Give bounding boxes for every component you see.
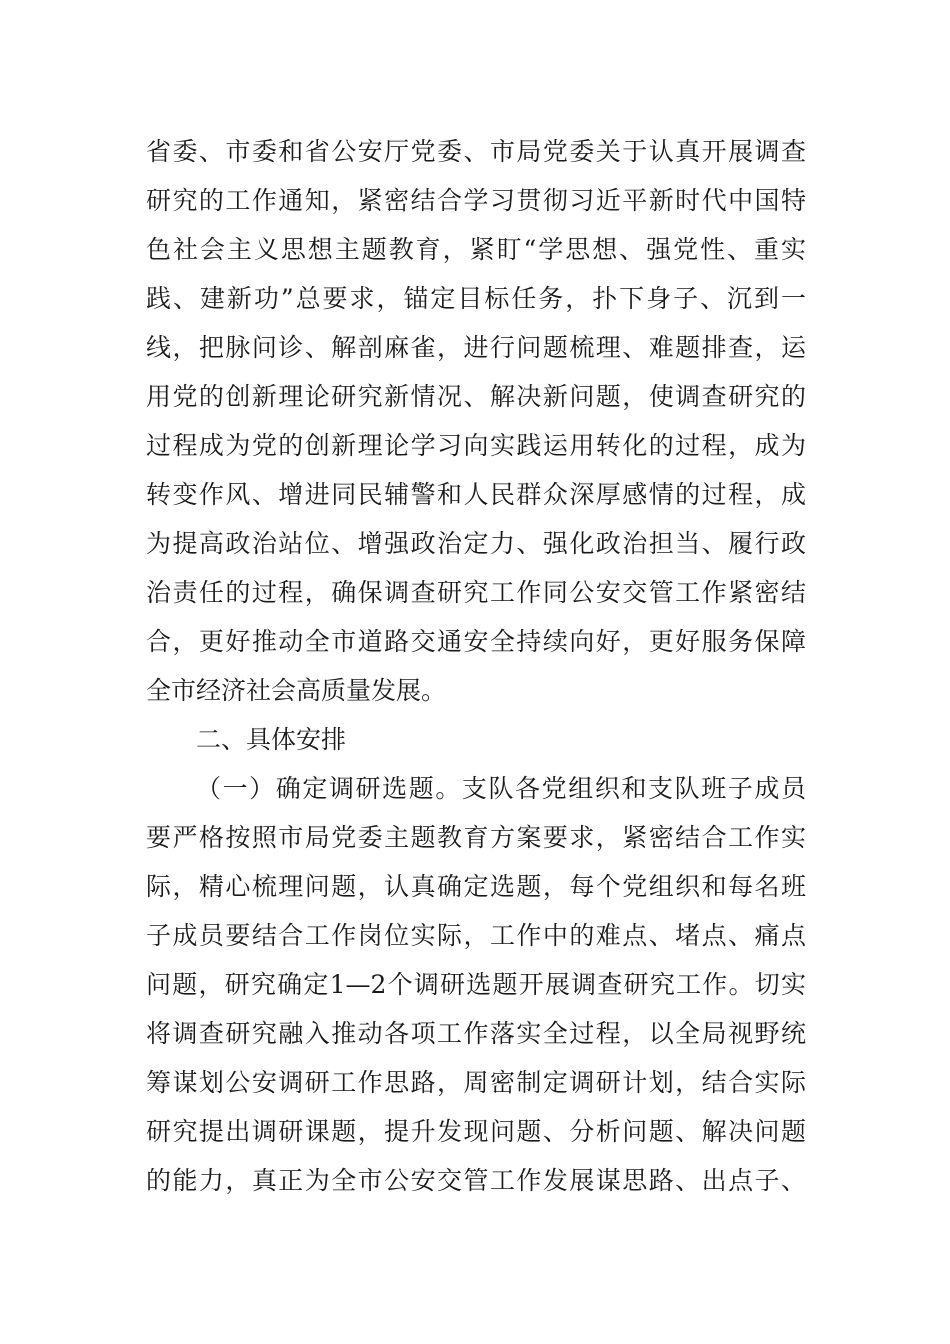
paragraph-line: 要严格按照市局党委主题教育方案要求，紧密结合工作实: [146, 823, 806, 852]
paragraph-line: 转变作风、增进同民辅警和人民群众深厚感情的过程，成: [146, 480, 806, 509]
paragraph-line: 践、建新功”总要求，锚定目标任务，扑下身子、沉到一: [146, 284, 806, 313]
paragraph-line: 省委、市委和省公安厅党委、市局党委关于认真开展调查: [146, 137, 806, 166]
paragraph-line: （一）确定调研选题。支队各党组织和支队班子成员: [196, 774, 806, 803]
paragraph-line: 将调查研究融入推动各项工作落实全过程，以全局视野统: [146, 1019, 806, 1048]
paragraph-line: 的能力，真正为全市公安交管工作发展谋思路、出点子、: [146, 1166, 806, 1195]
paragraph-line: 全市经济社会高质量发展。: [146, 676, 447, 705]
paragraph-line: 线，把脉问诊、解剖麻雀，进行问题梳理、难题排查，运: [146, 333, 806, 362]
paragraph-line: 治责任的过程，确保调查研究工作同公安交管工作紧密结: [146, 578, 806, 607]
paragraph-line: 用党的创新理论研究新情况、解决新问题，使调查研究的: [146, 382, 806, 411]
paragraph-line: 为提高政治站位、增强政治定力、强化政治担当、履行政: [146, 529, 806, 558]
paragraph-line: 过程成为党的创新理论学习向实践运用转化的过程，成为: [146, 431, 806, 460]
paragraph-line: 问题，研究确定1—2个调研选题开展调查研究工作。切实: [146, 970, 806, 999]
paragraph-line: 色社会主义思想主题教育，紧盯“学思想、强党性、重实: [146, 235, 806, 264]
paragraph-line: 际，精心梳理问题，认真确定选题，每个党组织和每名班: [146, 872, 806, 901]
paragraph-line: 筹谋划公安调研工作思路，周密制定调研计划，结合实际: [146, 1068, 806, 1097]
paragraph-line: 子成员要结合工作岗位实际，工作中的难点、堵点、痛点: [146, 921, 806, 950]
paragraph-line: 研究的工作通知，紧密结合学习贯彻习近平新时代中国特: [146, 186, 806, 215]
paragraph-line: 合，更好推动全市道路交通安全持续向好，更好服务保障: [146, 627, 806, 656]
paragraph-line: 研究提出调研课题，提升发现问题、分析问题、解决问题: [146, 1117, 806, 1146]
section-heading: 二、具体安排: [196, 725, 347, 754]
